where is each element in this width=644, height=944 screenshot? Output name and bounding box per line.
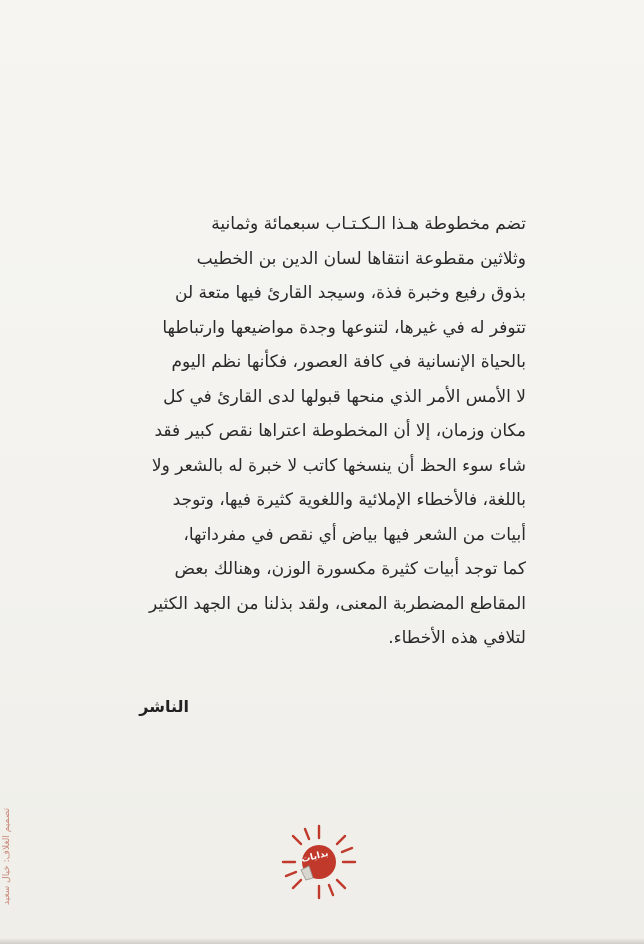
blurb-line: شاء سوء الحظ أن ينسخها كاتب لا خبرة له بالشعر ولا [151,455,526,476]
blurb-line: بذوق رفيع وخبرة فذة، وسيجد القارئ فيها متعة لن [175,283,526,303]
publisher-blurb [114,207,526,656]
cover-design-credit: تصميم الغلاف: خيال سعيد [2,808,12,906]
logo-wordmark: بدايات [300,848,330,866]
blurb-line: تضم مخطوطة هـذا الـكـتـاب سبعمائة وثمانية [211,214,526,234]
blurb-line: باللغة، فالأخطاء الإملائية واللغوية كثيرة فيها، وتوجد [172,490,526,510]
blurb-line: لتلافي هذه الأخطاء. [388,628,526,648]
publisher-signature: الناشر [139,697,189,716]
blurb-line: أبيات من الشعر فيها بياض أي نقص في مفرداتها، [183,524,526,545]
blurb-line: لا الأمس الأمر الذي منحها قبولها لدى القارئ في كل [163,386,526,407]
blurb-line: المقاطع المضطربة المعنى، ولقد بذلنا من الجهد الكثير [149,593,526,614]
blurb-line: تتوفر له في غيرها، لتنوعها وجدة مواضيعها وارتباطها [162,317,526,338]
blurb-line: مكان وزمان، إلا أن المخطوطة اعتراها نقص كبير فقد [154,421,526,441]
blurb-line: بالحياة الإنسانية في كافة العصور، فكأنها نظم اليوم [171,352,526,372]
page-edge-shadow [0,938,644,944]
blurb-line: كما توجد أبيات كثيرة مكسورة الوزن، وهنالك بعض [174,559,526,579]
blurb-line: وثلاثين مقطوعة انتقاها لسان الدين بن الخطيب [196,248,526,269]
